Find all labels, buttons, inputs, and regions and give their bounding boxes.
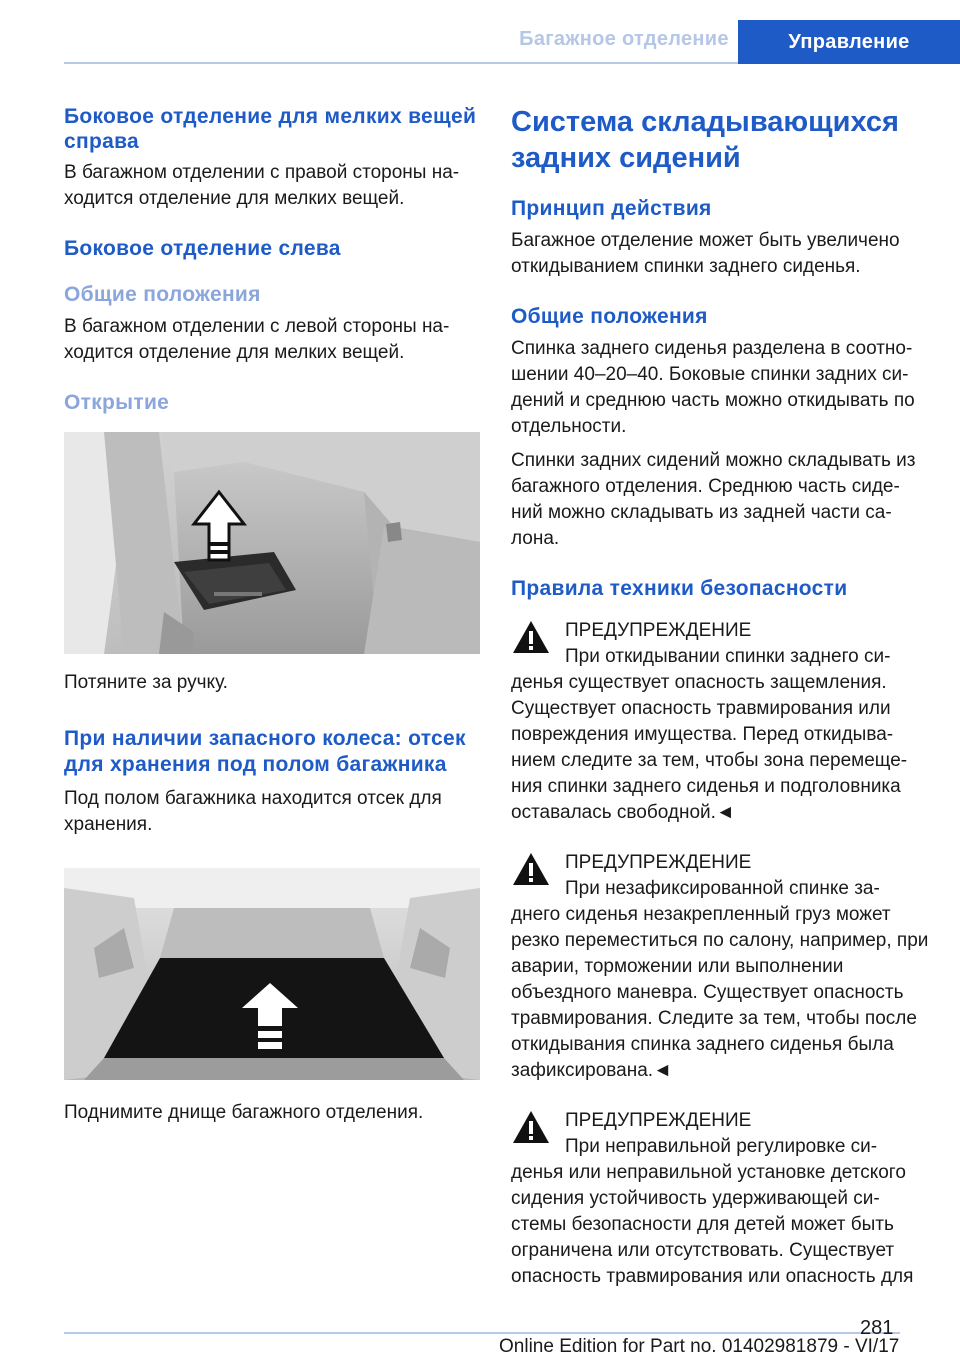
right-column xyxy=(511,104,929,1290)
left-column xyxy=(64,104,482,1126)
warning-icon xyxy=(511,1109,551,1145)
heading-folding-seats: Система складывающихся задних сидений xyxy=(511,106,899,174)
heading-principle: Принцип действия xyxy=(511,197,712,220)
caption-pull-handle: Потяните за ручку. xyxy=(64,672,228,693)
edition-note: Online Edition for Part no. 01402981879 - VI/17 xyxy=(499,1336,900,1357)
page-number: 281 xyxy=(860,1317,894,1339)
text-general-1: Спинка заднего сиденья разделена в соотно-шении 40–20–40. Боковые спинки задних си-дений и среднюю часть можно откидывать по отдельности. xyxy=(511,338,915,437)
heading-safety: Правила техники безопасности xyxy=(511,577,848,600)
text-left-compartment: В багажном отделении с левой стороны на-ходится отделение для мелких вещей. xyxy=(64,316,450,363)
photo-side-compartment xyxy=(64,432,480,654)
text-right-compartment: В багажном отделении с правой стороны на-ходится отделение для мелких вещей. xyxy=(64,162,460,209)
heading-general: Общие положения xyxy=(511,305,708,328)
chapter-tab[interactable]: Управление xyxy=(738,20,960,64)
warning-text: денья или неправильной установке детского сидения устойчивость удерживающей си-стемы безопасности для детей может быть ограничена или отсутствовать. Существует опасность травмирования или опасность для xyxy=(511,1162,914,1287)
warning-text-first: При откидывании спинки заднего си- xyxy=(565,646,891,667)
section-title: Багажное отделение xyxy=(519,28,729,50)
heading-spare-wheel: При наличии запасного колеса: отсек для хранения под полом багажника xyxy=(64,727,466,776)
text-general-2: Спинки задних сидений можно складывать из багажного отделения. Среднюю часть сиде-ний можно складывать из задней части са-лона. xyxy=(511,450,916,549)
warning-label: ПРЕДУПРЕЖДЕНИЕ xyxy=(565,852,752,873)
header-rule xyxy=(64,62,738,64)
photo-trunk-floor xyxy=(64,868,480,1080)
footer-rule xyxy=(64,1332,900,1334)
warning-icon xyxy=(511,851,551,887)
warning-label: ПРЕДУПРЕЖДЕНИЕ xyxy=(565,620,752,641)
heading-right-compartment: Боковое отделение для мелких вещей справа xyxy=(64,105,477,153)
text-principle: Багажное отделение может быть увеличено откидыванием спинки заднего сиденья. xyxy=(511,230,900,277)
text-storage-under-floor: Под полом багажника находится отсек для хранения. xyxy=(64,788,442,835)
warning-text: денья существует опасность защемления. Существует опасность травмирования или повреждения имущества. Перед откидыва-нием следите за тем, чтобы зона перемеще-ния спинки заднего сиденья и подголовника оставалась свободной.◄ xyxy=(511,672,908,823)
warning-block-3 xyxy=(511,1108,929,1290)
subheading-general-left: Общие положения xyxy=(64,283,261,306)
warning-text-first: При неправильной регулировке си- xyxy=(565,1136,878,1157)
warning-block-1 xyxy=(511,618,929,826)
warning-icon xyxy=(511,619,551,655)
warning-text-first: При незафиксированной спинке за- xyxy=(565,878,880,899)
subheading-opening: Открытие xyxy=(64,391,170,414)
heading-left-compartment: Боковое отделение слева xyxy=(64,237,341,260)
warning-block-2 xyxy=(511,850,929,1084)
warning-text: днего сиденья незакрепленный груз может резко переместиться по салону, например, при аварии, торможении или выполнении объездного маневра. Существует опасность травмирования. Следите за тем, чтобы после откидывания спинка заднего сиденья была зафиксирована.◄ xyxy=(511,904,929,1081)
warning-label: ПРЕДУПРЕЖДЕНИЕ xyxy=(565,1110,752,1131)
caption-lift-floor: Поднимите днище багажного отделения. xyxy=(64,1102,424,1123)
